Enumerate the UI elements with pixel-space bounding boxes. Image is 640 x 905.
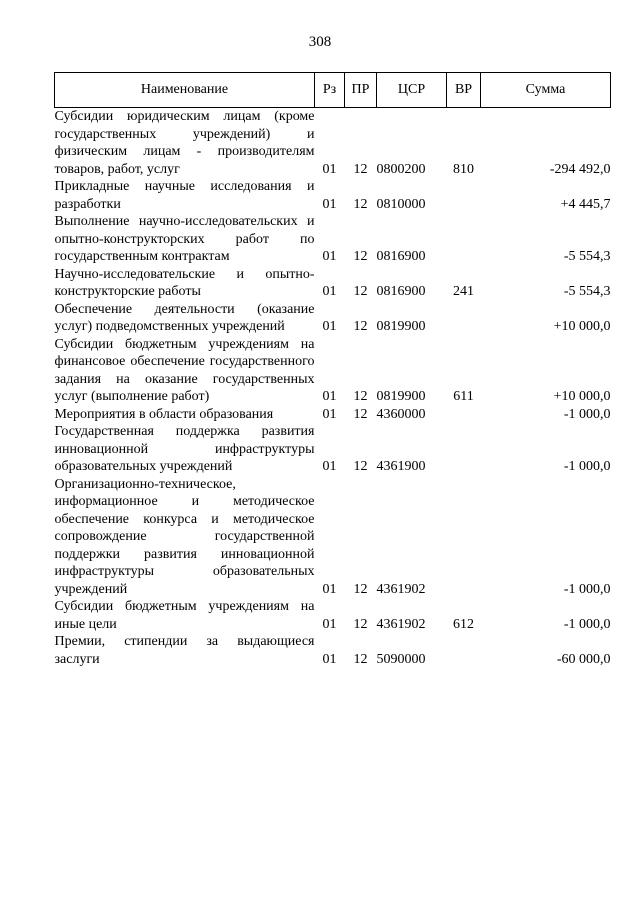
row-vr-cell: [447, 301, 481, 336]
table-row: [55, 336, 611, 406]
row-sum-cell: +10 000,0: [553, 319, 611, 334]
row-csr-cell: 0816900: [376, 249, 426, 264]
table-row: [55, 266, 611, 301]
row-sum-cell: -1 000,0: [563, 581, 611, 597]
row-csr-cell: 4361900: [376, 459, 426, 474]
row-vr-cell: 241: [453, 284, 474, 299]
row-rz-cell: 01: [322, 196, 337, 212]
row-vr-cell: [447, 476, 481, 599]
row-pr-cell: 12: [353, 284, 368, 299]
row-rz-cell: 01: [322, 161, 337, 177]
row-sum-cell: -60 000,0: [556, 651, 611, 667]
row-csr-cell: 4361902: [376, 616, 426, 632]
row-pr-cell: 12: [353, 249, 368, 264]
row-pr-cell: 12: [353, 161, 368, 177]
row-pr-cell: 12: [353, 581, 368, 597]
row-csr-cell: 0819900: [376, 389, 426, 404]
table-row: [55, 213, 611, 266]
row-sum-cell: -294 492,0: [549, 161, 611, 177]
row-sum-cell: -5 554,3: [563, 249, 611, 264]
row-rz-cell: 01: [322, 459, 337, 474]
row-name-cell: Субсидии юридическим лицам (кроме государственных учреждений) и физическим лицам - производителям товаров, работ, услуг: [54, 109, 315, 177]
row-vr-cell: [447, 178, 481, 213]
row-sum-cell: +10 000,0: [553, 389, 611, 404]
header-csr: ЦСР: [377, 73, 447, 108]
budget-table: [54, 72, 611, 668]
row-name-cell: Обеспечение деятельности (оказание услуг) подведомственных учреждений: [54, 301, 315, 334]
row-name-cell: Мероприятия в области образования: [54, 406, 274, 422]
row-vr-cell: [447, 213, 481, 266]
row-name-cell: Организационно-техническое, информационное и методическое обеспечение конкурса и методическое сопровождение государственной поддержки развития инновационной инфраструктуры образовательных учреждений: [54, 476, 315, 597]
row-csr-cell: 4361902: [376, 581, 426, 597]
row-rz-cell: 01: [322, 389, 337, 404]
row-pr-cell: 12: [353, 459, 368, 474]
table-row: [55, 301, 611, 336]
header-name: Наименование: [55, 73, 315, 108]
row-csr-cell: 0800200: [376, 161, 426, 177]
row-pr-cell: 12: [353, 389, 368, 404]
row-name-cell: Субсидии бюджетным учреждениям на финансовое обеспечение государственного задания на оказание государственных услуг (выполнение работ): [54, 336, 315, 404]
row-pr-cell: 12: [353, 651, 368, 667]
table-row: [55, 633, 611, 668]
row-csr-cell: 5090000: [376, 651, 426, 667]
row-sum-cell: -1 000,0: [563, 459, 611, 474]
row-rz-cell: 01: [322, 581, 337, 597]
row-name-cell: Прикладные научные исследования и разработки: [54, 179, 315, 212]
row-pr-cell: 12: [353, 196, 368, 212]
table-row: [55, 476, 611, 599]
row-rz-cell: 01: [322, 651, 337, 667]
row-name-cell: Субсидии бюджетным учреждениям на иные цели: [54, 599, 315, 632]
row-name-cell: Выполнение научно-исследовательских и опытно-конструкторских работ по государственным контрактам: [54, 214, 315, 264]
row-pr-cell: 12: [353, 319, 368, 334]
row-sum-cell: +4 445,7: [560, 196, 611, 212]
row-csr-cell: 4360000: [376, 406, 426, 422]
row-rz-cell: 01: [322, 319, 337, 334]
row-name-cell: Государственная поддержка развития инновационной инфраструктуры образовательных учреждений: [54, 424, 315, 474]
page-number: 308: [308, 34, 332, 50]
row-sum-cell: -5 554,3: [563, 284, 611, 299]
table-row: [55, 598, 611, 633]
table-body: [55, 108, 611, 669]
row-vr-cell: 611: [453, 389, 474, 404]
table-row: [55, 178, 611, 213]
table-row: [55, 108, 611, 179]
row-vr-cell: 810: [453, 161, 474, 177]
row-rz-cell: 01: [322, 249, 337, 264]
header-sum: Сумма: [481, 73, 611, 108]
row-rz-cell: 01: [322, 284, 337, 299]
header-pr: ПР: [345, 73, 377, 108]
row-rz-cell: 01: [322, 406, 337, 422]
row-vr-cell: [447, 423, 481, 476]
row-vr-cell: [447, 406, 481, 424]
table-row: [55, 406, 611, 424]
row-csr-cell: 0810000: [376, 196, 426, 212]
row-name-cell: Премии, стипендии за выдающиеся заслуги: [54, 634, 315, 667]
row-pr-cell: 12: [353, 616, 368, 632]
row-rz-cell: 01: [322, 616, 337, 632]
header-vr: ВР: [447, 73, 481, 108]
table-row: [55, 423, 611, 476]
table-header-row: [55, 73, 611, 108]
row-name-cell: Научно-исследовательские и опытно-конструкторские работы: [54, 266, 315, 299]
row-vr-cell: 612: [453, 616, 474, 632]
row-sum-cell: -1 000,0: [563, 406, 611, 422]
row-csr-cell: 0819900: [376, 319, 426, 334]
row-sum-cell: -1 000,0: [563, 616, 611, 632]
row-vr-cell: [447, 633, 481, 668]
row-pr-cell: 12: [353, 406, 368, 422]
header-rz: Рз: [315, 73, 345, 108]
row-csr-cell: 0816900: [376, 284, 426, 299]
